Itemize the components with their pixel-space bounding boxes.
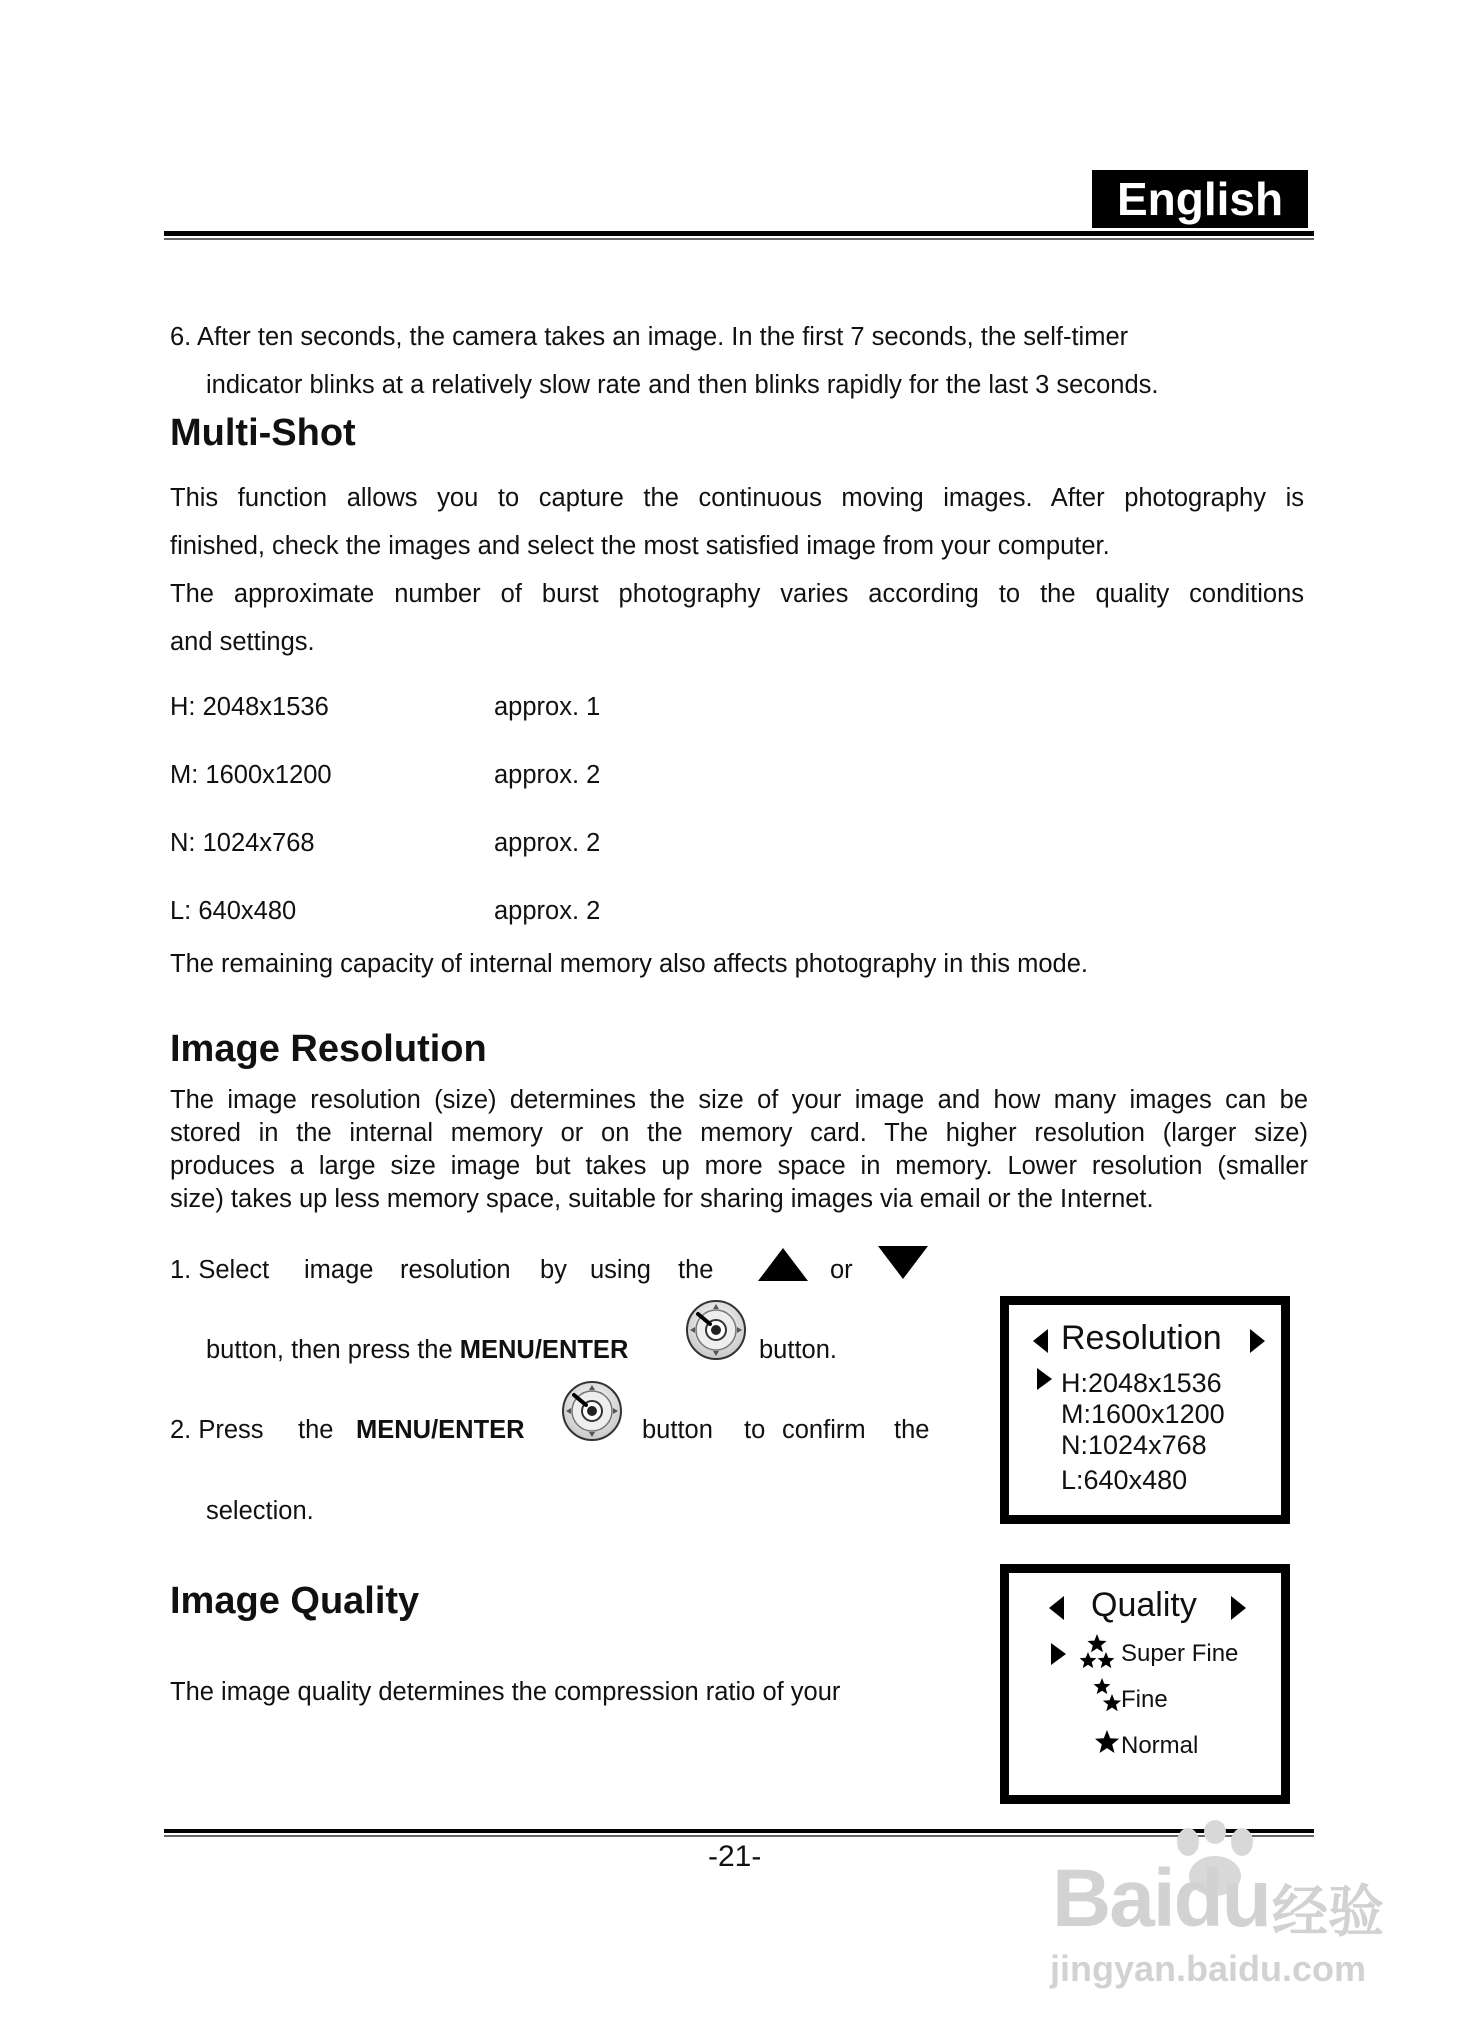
up-arrow-icon [758,1248,808,1281]
lcd-quality-normal: Normal [1121,1732,1199,1759]
burst-count-n: approx. 2 [494,829,601,857]
fine-stars-icon [1093,1677,1123,1722]
watermark-brand [1052,1852,1270,1946]
step1-line2-text: button, then press the [206,1336,460,1364]
multishot-p1-line2: finished, check the images and select the most satisfied image from your computer. [170,532,1110,560]
selection-pointer-icon [1037,1368,1052,1390]
quality-text: The image quality determines the compression ratio of your [170,1678,841,1706]
resolution-line3: produces a large size image but takes up more space in memory. Lower resolution (smaller [170,1152,1308,1180]
resolution-line2: stored in the internal memory or on the memory card. The higher resolution (larger size) [170,1119,1308,1147]
burst-count-m: approx. 2 [494,761,601,789]
burst-res-h: H: 2048x1536 [170,693,329,721]
multishot-heading: Multi-Shot [170,412,356,454]
header-rule [164,231,1314,236]
burst-res-l: L: 640x480 [170,897,297,925]
lcd-quality-menu [1000,1564,1290,1804]
step2-word-to: to [744,1416,766,1444]
step1-line2 [206,1336,628,1365]
step1-word-5: using [590,1256,651,1284]
left-arrow-icon [1049,1596,1064,1620]
normal-star-icon [1093,1729,1121,1762]
right-arrow-icon [1250,1329,1265,1353]
step2-word-button: button [642,1416,713,1444]
lcd-quality-fine: Fine [1121,1686,1168,1713]
down-arrow-icon [878,1246,928,1279]
multishot-p2-line1: The approximate number of burst photography varies according to the quality conditions [170,580,1304,608]
resolution-line1: The image resolution (size) determines the size of your image and how many images can be [170,1086,1308,1114]
right-arrow-icon [1231,1596,1246,1620]
lcd-resolution-title: Resolution [1061,1319,1222,1357]
left-arrow-icon [1033,1329,1048,1353]
step1-word-2: image [304,1256,374,1284]
lcd-res-item-h: H:2048x1536 [1061,1368,1222,1398]
step2-word-the: the [894,1416,930,1444]
lcd-quality-title: Quality [1091,1586,1197,1624]
menu-enter-button-icon [684,1298,748,1367]
menu-enter-button-icon-2 [560,1379,624,1448]
step2-press: 2. Press [170,1416,264,1444]
lcd-quality-super-fine: Super Fine [1121,1640,1239,1667]
step2-word-confirm: confirm [782,1416,866,1444]
header-rule-thin [164,238,1314,240]
resolution-heading: Image Resolution [170,1028,487,1070]
burst-count-h: approx. 1 [494,693,601,721]
super-fine-stars-icon [1079,1633,1115,1678]
watermark-cn: 经验 [1272,1880,1384,1943]
step1-or: or [830,1256,853,1284]
step6-line1: 6. After ten seconds, the camera takes an image. In the first 7 seconds, the self-timer [170,323,1129,351]
burst-res-m: M: 1600x1200 [170,761,332,789]
step2-the: the [298,1416,334,1444]
resolution-line4: size) takes up less memory space, suitable for sharing images via email or the Internet. [170,1185,1154,1213]
quality-heading: Image Quality [170,1580,420,1622]
step1-word-6: the [678,1256,714,1284]
watermark-brand-du: du [1173,1853,1270,1944]
selection-pointer-icon [1051,1643,1066,1665]
footer-rule-thin [164,1835,1314,1837]
watermark-brand-bai: Bai [1052,1853,1174,1944]
burst-count-l: approx. 2 [494,897,601,925]
multishot-p2-line2: and settings. [170,628,315,656]
step1-menu-enter: MENU/ENTER [459,1336,629,1364]
footer-rule [164,1829,1314,1833]
step2-line2: selection. [206,1497,314,1525]
step6-line2: indicator blinks at a relatively slow rate and then blinks rapidly for the last 3 seconds. [206,371,1159,399]
lcd-res-item-n: N:1024x768 [1061,1430,1207,1460]
lcd-res-item-m: M:1600x1200 [1061,1399,1225,1429]
multishot-p1-line1: This function allows you to capture the continuous moving images. After photography is [170,484,1304,512]
language-badge: English [1092,170,1308,228]
step2-menu-enter: MENU/ENTER [356,1416,525,1444]
step1-word-4: by [540,1256,567,1284]
lcd-res-item-l: L:640x480 [1061,1465,1188,1495]
page-number: -21- [708,1840,762,1873]
step1-button-word: button. [759,1336,837,1364]
burst-res-n: N: 1024x768 [170,829,315,857]
watermark-url: jingyan.baidu.com [1050,1948,1367,1989]
step1-word-3: resolution [400,1256,511,1284]
step1-word-1: 1. Select [170,1256,270,1284]
lcd-resolution-menu [1000,1296,1290,1524]
multishot-note: The remaining capacity of internal memory also affects photography in this mode. [170,950,1088,978]
